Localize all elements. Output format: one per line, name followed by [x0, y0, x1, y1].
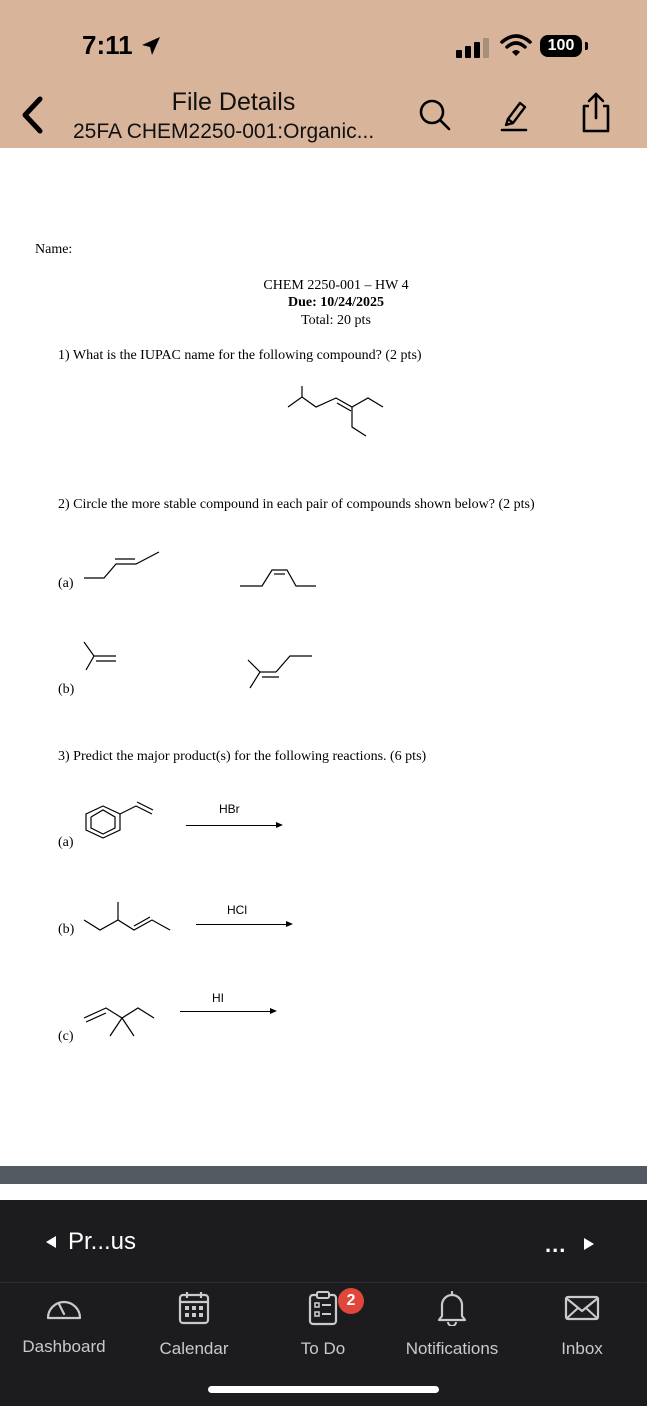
tab-notifications[interactable]: [392, 1290, 512, 1359]
previous-file-label: Pr...us: [68, 1228, 137, 1255]
page-title: File Details: [171, 88, 296, 116]
tab-todo-label: To Do: [300, 1339, 346, 1358]
q3b-arrow-head: [286, 921, 293, 927]
q3a-arrow: [186, 825, 276, 826]
q2b-compound-left: [84, 642, 124, 678]
caret-right-icon[interactable]: [582, 1236, 596, 1252]
page-separator: [0, 1166, 647, 1184]
wifi-icon: [500, 34, 532, 58]
page-gap: [0, 1184, 647, 1200]
q3a-arrow-head: [276, 822, 283, 828]
tab-bar-divider: [0, 1282, 647, 1283]
q3b-arrow: [196, 924, 286, 925]
name-label: Name:: [35, 242, 73, 257]
tab-inbox-label: Inbox: [561, 1339, 603, 1358]
question-1: 1) What is the IUPAC name for the following compound? (2 pts): [58, 348, 422, 363]
total-line: Total: 20 pts: [301, 313, 371, 328]
question-3: 3) Predict the major product(s) for the following reactions. (6 pts): [58, 749, 427, 764]
tab-dashboard-label: Dashboard: [22, 1337, 106, 1356]
caret-left-icon: [44, 1234, 58, 1250]
q3-part-c-label: (c): [58, 1029, 74, 1044]
q3-part-b-label: (b): [58, 922, 75, 937]
tab-calendar-label: Calendar: [159, 1339, 229, 1358]
tab-todo[interactable]: [263, 1290, 383, 1359]
dashboard-icon: [44, 1290, 84, 1324]
annotate-pen-icon[interactable]: [498, 97, 530, 133]
q3-part-a-label: (a): [58, 835, 74, 850]
tab-dashboard[interactable]: [4, 1290, 124, 1357]
q2-part-a-label: (a): [58, 576, 74, 591]
calendar-icon: [177, 1290, 211, 1326]
q3c-arrow-head: [270, 1008, 277, 1014]
course-line: CHEM 2250-001 – HW 4: [263, 278, 409, 293]
q3a-reagent: HBr: [219, 802, 240, 816]
q2a-compound-left: [84, 548, 164, 584]
document-viewer[interactable]: [0, 148, 647, 1166]
share-icon[interactable]: [578, 90, 614, 134]
status-time: 7:11: [82, 30, 133, 60]
question-2: 2) Circle the more stable compound in each pair of compounds shown below? (2 pts): [58, 497, 535, 512]
previous-file-button[interactable]: [44, 1228, 136, 1256]
location-arrow-icon: [140, 35, 162, 57]
battery-indicator: 100: [540, 35, 582, 57]
tab-notifications-label: Notifications: [405, 1339, 499, 1358]
battery-nub: [585, 42, 588, 50]
q3c-arrow: [180, 1011, 270, 1012]
envelope-icon: [564, 1290, 600, 1326]
due-line: Due: 10/24/2025: [287, 295, 385, 310]
app-header: [0, 0, 647, 148]
search-icon[interactable]: [418, 98, 452, 132]
q3b-alkene-structure: [84, 902, 172, 936]
todo-count-badge: 2: [338, 1288, 364, 1314]
q3b-reagent: HCl: [227, 903, 247, 917]
course-subtitle: 25FA CHEM2250-001:Organic...: [73, 120, 375, 143]
q3c-reagent: HI: [212, 991, 224, 1005]
bell-icon: [435, 1290, 469, 1326]
home-indicator[interactable]: [208, 1386, 439, 1393]
q2a-compound-right: [240, 564, 320, 588]
tab-inbox[interactable]: [522, 1290, 642, 1359]
q1-compound-structure: [286, 386, 386, 442]
q2b-compound-right: [248, 652, 316, 692]
todo-icon: [306, 1290, 340, 1326]
cellular-signal-icon: [456, 38, 492, 58]
tab-calendar[interactable]: [134, 1290, 254, 1359]
q3a-styrene-structure: [86, 800, 158, 846]
q2-part-b-label: (b): [58, 682, 75, 697]
more-options-button[interactable]: ...: [545, 1232, 567, 1257]
q3c-alkene-structure: [84, 1006, 156, 1038]
